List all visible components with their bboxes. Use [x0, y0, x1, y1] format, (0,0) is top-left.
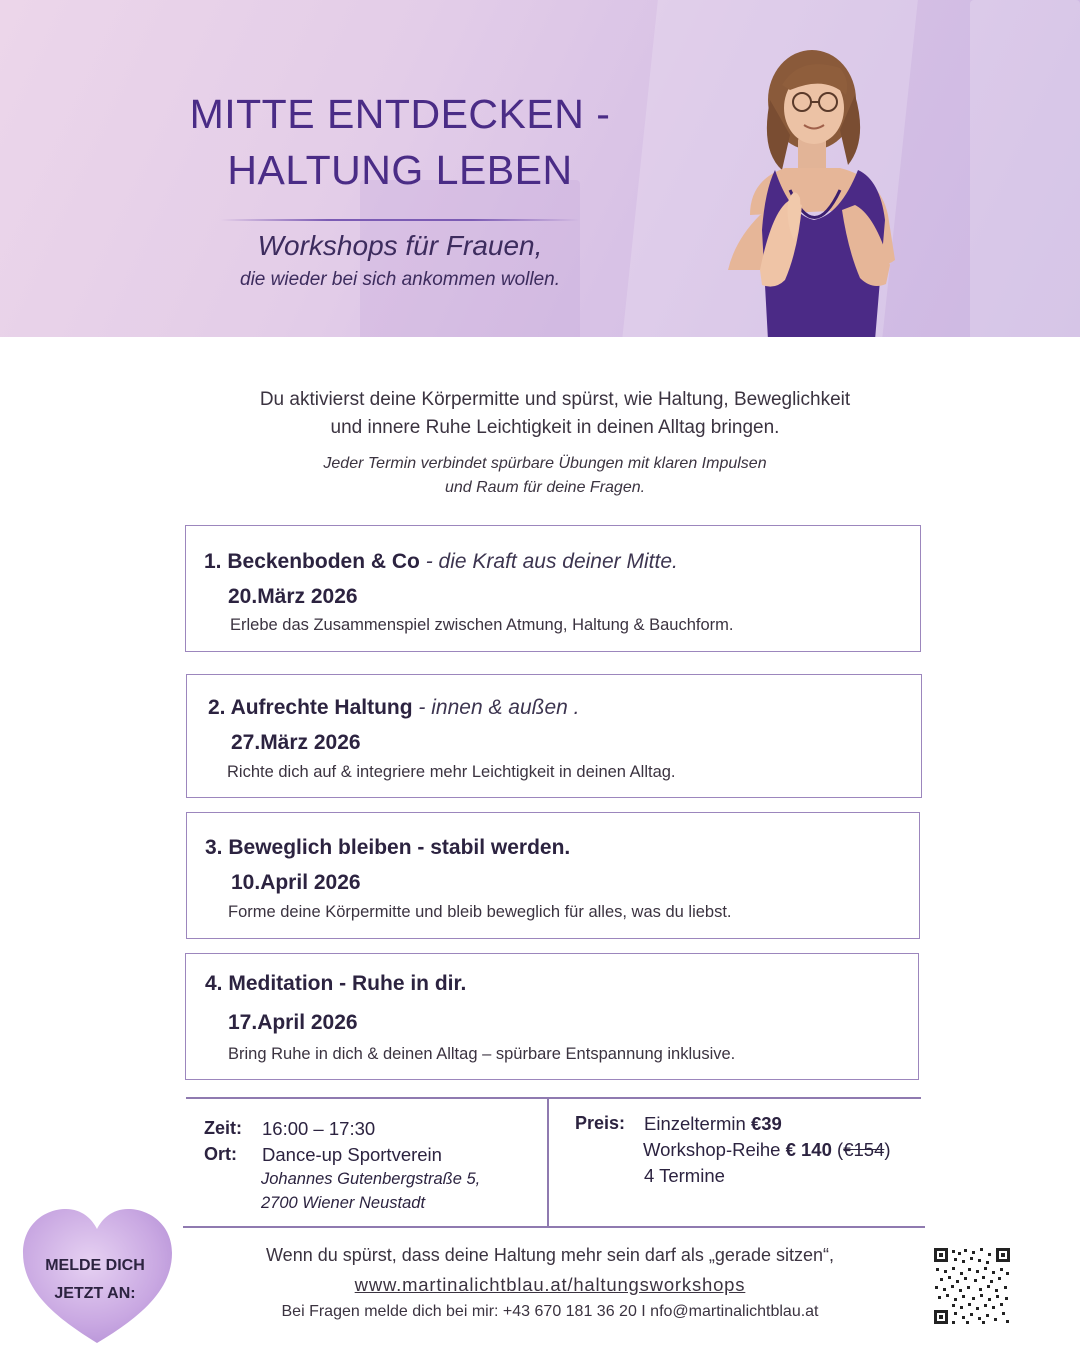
place-value: Dance-up Sportverein: [262, 1144, 442, 1165]
signup-cta-line-2: JETZT AN:: [54, 1285, 136, 1302]
hero-tagline: die wieder bei sich ankommen wollen.: [240, 269, 560, 290]
signup-cta[interactable]: [30, 1252, 160, 1308]
workshop-description: Erlebe das Zusammenspiel zwischen Atmung, Haltung & Bauchform.: [230, 616, 734, 634]
workshop-date: 20.März 2026: [228, 585, 358, 608]
workshop-name: 1. Beckenboden & Co: [204, 550, 420, 573]
workshop-name: 2. Aufrechte Haltung: [208, 696, 413, 719]
info-divider-vertical: [547, 1099, 549, 1226]
intro-note-line-1: Jeder Termin verbindet spürbare Übungen mit klaren Impulsen: [323, 455, 767, 472]
workshop-card-1: [185, 525, 921, 652]
workshop-card-4: [185, 953, 919, 1080]
time-value: 16:00 – 17:30: [262, 1118, 376, 1139]
intro-note: [220, 452, 870, 500]
workshop-title: [208, 696, 580, 720]
footer-text: Wenn du spürst, dass deine Haltung mehr sein darf als „gerade sitzen“,: [266, 1245, 834, 1265]
signup-link[interactable]: www.martinalichtblau.at/haltungsworkshops: [354, 1274, 746, 1295]
address-line-1: Johannes Gutenbergstraße 5,: [261, 1170, 481, 1188]
hero-subtitle: Workshops für Frauen,: [257, 230, 543, 261]
qr-code-icon[interactable]: [934, 1248, 1010, 1324]
instructor-photo: [690, 40, 910, 337]
single-price-text: Einzeltermin: [644, 1113, 751, 1134]
title-line-1: MITTE ENTDECKEN -: [189, 91, 611, 137]
intro-line-1: Du aktivierst deine Körpermitte und spürst, wie Haltung, Beweglichkeit: [259, 389, 851, 410]
workshop-description: Bring Ruhe in dich & deinen Alltag – spürbare Entspannung inklusive.: [228, 1045, 736, 1063]
light-shape: [970, 0, 1080, 337]
single-price: €39: [750, 1113, 782, 1134]
series-price-line: [643, 1139, 891, 1161]
place-label: Ort:: [204, 1144, 237, 1164]
workshop-description: Richte dich auf & integriere mehr Leichtigkeit in deinen Alltag.: [227, 763, 676, 781]
paren-open: (: [831, 1139, 844, 1160]
intro-text: [180, 386, 930, 442]
intro-line-2: und innere Ruhe Leichtigkeit in deinen Alltag bringen.: [330, 417, 780, 438]
workshop-card-2: [186, 674, 922, 798]
workshop-subtitle: - die Kraft aus deiner Mitte.: [419, 550, 678, 573]
title-line-2: HALTUNG LEBEN: [227, 147, 573, 193]
price-label: Preis:: [575, 1113, 626, 1133]
workshop-title: [204, 550, 678, 574]
paren-close: ): [884, 1139, 891, 1160]
workshop-card-3: [186, 812, 920, 939]
address-line-2: 2700 Wiener Neustadt: [261, 1194, 426, 1212]
session-count: 4 Termine: [644, 1165, 725, 1186]
workshop-title: [205, 836, 570, 860]
title-divider: [220, 219, 580, 221]
time-label: Zeit:: [204, 1118, 242, 1138]
info-divider-top: [186, 1097, 921, 1099]
info-divider-bottom: [183, 1226, 925, 1228]
contact-info: Bei Fragen melde dich bei mir: +43 670 181 36 20 I nfo@martinalichtblau.at: [281, 1303, 819, 1320]
workshop-subtitle: - innen & außen .: [412, 696, 580, 719]
intro-note-line-2: und Raum für deine Fragen.: [444, 479, 646, 496]
workshop-name: 4. Meditation - Ruhe in dir.: [205, 972, 467, 995]
series-price-text: Workshop-Reihe: [643, 1139, 786, 1160]
old-price: €154: [843, 1139, 885, 1160]
hero-banner: [0, 0, 1080, 337]
workshop-date: 17.April 2026: [228, 1011, 358, 1034]
workshop-date: 10.April 2026: [231, 871, 361, 894]
single-price-line: [644, 1113, 782, 1135]
signup-cta-line-1: MELDE DICH: [45, 1257, 145, 1274]
workshop-title: [205, 972, 466, 996]
workshop-description: Forme deine Körpermitte und bleib beweglich für alles, was du liebst.: [228, 903, 732, 921]
workshop-date: 27.März 2026: [231, 731, 361, 754]
series-price: € 140: [785, 1139, 832, 1160]
page-title: [150, 86, 650, 198]
workshop-name: 3. Beweglich bleiben - stabil werden.: [205, 836, 571, 859]
